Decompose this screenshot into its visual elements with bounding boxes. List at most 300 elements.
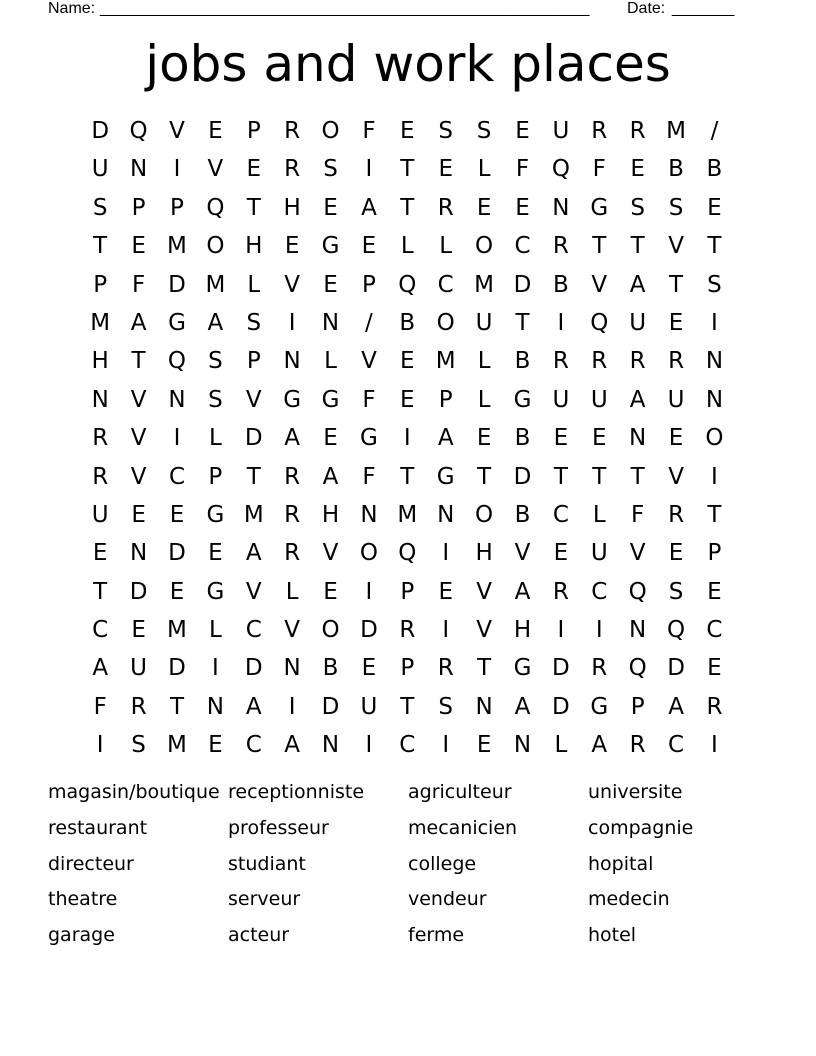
- grid-letter[interactable]: R: [629, 118, 646, 144]
- grid-letter[interactable]: E: [361, 655, 377, 682]
- grid-letter[interactable]: E: [515, 118, 530, 144]
- grid-letter[interactable]: N: [168, 386, 186, 413]
- grid-letter[interactable]: E: [630, 156, 645, 183]
- grid-letter[interactable]: S: [707, 271, 722, 298]
- grid-letter[interactable]: R: [92, 425, 109, 452]
- grid-letter[interactable]: R: [130, 693, 147, 720]
- grid-letter[interactable]: G: [206, 578, 225, 605]
- grid-letter[interactable]: T: [246, 194, 261, 221]
- grid-letter[interactable]: E: [131, 233, 146, 260]
- grid-letter[interactable]: T: [131, 348, 146, 375]
- grid-letter[interactable]: C: [706, 617, 723, 644]
- grid-letter[interactable]: E: [438, 578, 453, 605]
- grid-letter[interactable]: T: [246, 463, 261, 490]
- grid-letter[interactable]: U: [91, 156, 109, 183]
- grid-letter[interactable]: S: [630, 194, 645, 221]
- grid-letter[interactable]: E: [208, 540, 223, 567]
- grid-letter[interactable]: E: [323, 194, 338, 221]
- grid-letter[interactable]: Q: [167, 348, 187, 375]
- grid-letter[interactable]: I: [557, 309, 565, 336]
- grid-letter[interactable]: A: [591, 732, 608, 759]
- grid-letter[interactable]: S: [246, 309, 262, 336]
- grid-letter[interactable]: U: [91, 501, 109, 528]
- grid-letter[interactable]: M: [90, 309, 111, 336]
- grid-letter[interactable]: D: [168, 655, 186, 682]
- grid-letter[interactable]: T: [400, 194, 415, 221]
- grid-letter[interactable]: G: [513, 386, 532, 413]
- grid-letter[interactable]: G: [321, 233, 340, 260]
- grid-letter[interactable]: G: [283, 386, 302, 413]
- grid-letter[interactable]: T: [93, 233, 108, 260]
- grid-letter[interactable]: P: [131, 194, 146, 221]
- grid-letter[interactable]: F: [592, 156, 606, 183]
- grid-letter[interactable]: I: [711, 732, 718, 759]
- grid-letter[interactable]: H: [91, 348, 109, 375]
- grid-letter[interactable]: F: [362, 386, 376, 413]
- grid-letter[interactable]: R: [284, 540, 301, 567]
- grid-letter[interactable]: R: [399, 617, 416, 644]
- grid-letter[interactable]: U: [590, 386, 608, 413]
- word-list-item: receptionniste: [228, 781, 365, 803]
- grid-letter[interactable]: V: [284, 617, 301, 644]
- grid-letter[interactable]: E: [553, 425, 569, 452]
- grid-letter[interactable]: F: [93, 693, 107, 720]
- grid-row: [81, 189, 734, 227]
- grid-letter[interactable]: E: [323, 578, 338, 605]
- grid-letter[interactable]: P: [208, 463, 223, 490]
- grid-letter[interactable]: M: [666, 118, 686, 144]
- grid-letter[interactable]: E: [592, 425, 607, 452]
- grid-letter[interactable]: R: [591, 655, 608, 682]
- grid-letter[interactable]: V: [207, 156, 224, 183]
- grid-letter[interactable]: R: [629, 732, 646, 759]
- grid-letter[interactable]: D: [360, 617, 378, 644]
- grid-letter[interactable]: T: [400, 463, 415, 490]
- grid-letter[interactable]: D: [513, 271, 532, 298]
- grid-letter[interactable]: A: [207, 309, 224, 336]
- grid-letter[interactable]: A: [514, 578, 531, 605]
- grid-letter[interactable]: V: [476, 617, 492, 644]
- grid-letter[interactable]: Q: [628, 655, 647, 682]
- grid-letter[interactable]: O: [206, 233, 225, 260]
- grid-letter[interactable]: V: [169, 118, 185, 144]
- grid-letter[interactable]: P: [400, 655, 415, 682]
- grid-letter[interactable]: R: [437, 194, 454, 221]
- grid-letter[interactable]: T: [400, 693, 415, 720]
- grid-letter[interactable]: N: [91, 386, 109, 413]
- grid-letter[interactable]: C: [245, 617, 262, 644]
- grid-letter[interactable]: T: [592, 463, 607, 490]
- grid-letter[interactable]: B: [668, 156, 684, 183]
- grid-letter[interactable]: Q: [628, 578, 647, 605]
- grid-letter[interactable]: V: [130, 386, 147, 413]
- grid-letter[interactable]: U: [552, 386, 570, 413]
- grid-letter[interactable]: I: [442, 617, 450, 644]
- grid-letter[interactable]: B: [552, 271, 569, 298]
- grid-letter[interactable]: F: [631, 501, 645, 528]
- grid-letter[interactable]: E: [438, 156, 453, 183]
- grid-letter[interactable]: R: [591, 348, 608, 375]
- grid-letter[interactable]: I: [365, 578, 373, 605]
- grid-letter[interactable]: E: [668, 425, 684, 452]
- grid-letter[interactable]: E: [400, 118, 415, 144]
- grid-letter[interactable]: B: [514, 501, 531, 528]
- grid-letter[interactable]: N: [629, 617, 647, 644]
- grid-row: [81, 381, 734, 419]
- grid-letter[interactable]: R: [284, 501, 301, 528]
- grid-letter[interactable]: P: [438, 386, 453, 413]
- grid-letter[interactable]: C: [514, 233, 531, 260]
- grid-letter[interactable]: E: [131, 617, 146, 644]
- grid-letter[interactable]: F: [515, 156, 530, 183]
- grid-letter[interactable]: T: [515, 309, 530, 336]
- grid-letter[interactable]: N: [437, 501, 455, 528]
- grid-letter[interactable]: E: [208, 732, 223, 759]
- grid-letter[interactable]: A: [245, 693, 262, 720]
- grid-letter[interactable]: E: [515, 194, 530, 221]
- grid-letter[interactable]: F: [362, 118, 376, 144]
- grid-letter[interactable]: F: [362, 463, 376, 490]
- grid-letter[interactable]: H: [475, 540, 493, 567]
- grid-letter[interactable]: G: [206, 501, 225, 528]
- grid-letter[interactable]: C: [437, 271, 454, 298]
- grid-letter[interactable]: E: [707, 655, 722, 682]
- grid-letter[interactable]: M: [397, 501, 418, 528]
- grid-letter[interactable]: B: [706, 156, 723, 183]
- grid-letter[interactable]: I: [442, 732, 450, 759]
- grid-letter[interactable]: I: [711, 463, 718, 490]
- grid-letter[interactable]: I: [442, 540, 450, 567]
- grid-letter[interactable]: T: [707, 233, 722, 260]
- grid-letter[interactable]: G: [360, 425, 378, 452]
- grid-letter[interactable]: O: [705, 425, 724, 452]
- grid-letter[interactable]: S: [208, 348, 223, 375]
- grid-letter[interactable]: N: [705, 348, 724, 375]
- grid-letter[interactable]: H: [245, 233, 263, 260]
- grid-letter[interactable]: O: [321, 617, 340, 644]
- grid-letter[interactable]: P: [630, 693, 645, 720]
- grid-letter[interactable]: D: [667, 655, 685, 682]
- grid-letter[interactable]: U: [130, 655, 147, 682]
- grid-letter[interactable]: L: [477, 386, 491, 413]
- grid-letter[interactable]: S: [323, 156, 338, 183]
- word-list-item: ferme: [408, 924, 465, 947]
- grid-letter[interactable]: U: [475, 309, 493, 336]
- grid-letter[interactable]: C: [399, 732, 416, 759]
- grid-letter[interactable]: T: [400, 156, 415, 183]
- grid-letter[interactable]: O: [321, 118, 340, 144]
- grid-row: [81, 342, 734, 380]
- grid-letter[interactable]: A: [284, 425, 301, 452]
- grid-letter[interactable]: V: [130, 425, 147, 452]
- grid-letter[interactable]: I: [173, 156, 181, 183]
- grid-letter[interactable]: E: [169, 501, 185, 528]
- grid-letter[interactable]: I: [211, 655, 219, 682]
- grid-letter[interactable]: V: [361, 348, 377, 375]
- grid-letter[interactable]: H: [283, 194, 301, 221]
- grid-letter[interactable]: P: [93, 271, 108, 298]
- grid-letter[interactable]: D: [552, 693, 570, 720]
- grid-letter[interactable]: O: [475, 233, 494, 260]
- grid-letter[interactable]: A: [284, 732, 301, 759]
- grid-letter[interactable]: I: [595, 617, 603, 644]
- grid-letter[interactable]: G: [436, 463, 455, 490]
- grid-letter[interactable]: L: [477, 348, 491, 375]
- grid-letter[interactable]: V: [629, 540, 646, 567]
- grid-letter[interactable]: V: [245, 386, 262, 413]
- grid-letter[interactable]: B: [514, 348, 531, 375]
- grid-letter[interactable]: G: [168, 309, 186, 336]
- grid-letter[interactable]: P: [246, 348, 261, 375]
- grid-letter[interactable]: E: [707, 194, 722, 221]
- grid-letter[interactable]: E: [400, 386, 415, 413]
- grid-letter[interactable]: Q: [667, 617, 686, 644]
- grid-letter[interactable]: C: [668, 732, 685, 759]
- grid-letter[interactable]: I: [288, 693, 296, 720]
- grid-letter[interactable]: M: [435, 348, 456, 375]
- grid-letter[interactable]: D: [168, 540, 186, 567]
- grid-letter[interactable]: A: [437, 425, 454, 452]
- grid-letter[interactable]: V: [476, 578, 492, 605]
- grid-letter[interactable]: P: [246, 118, 261, 144]
- grid-letter[interactable]: /: [365, 309, 373, 336]
- grid-letter[interactable]: S: [668, 194, 684, 221]
- header: [48, 0, 748, 20]
- grid-letter[interactable]: Q: [398, 540, 417, 567]
- grid-letter[interactable]: E: [323, 425, 338, 452]
- grid-letter[interactable]: E: [668, 309, 684, 336]
- grid-letter[interactable]: G: [590, 194, 609, 221]
- grid-letter[interactable]: M: [167, 617, 187, 644]
- grid-letter[interactable]: N: [283, 655, 301, 682]
- grid-letter[interactable]: I: [403, 425, 411, 452]
- grid-letter[interactable]: T: [592, 233, 607, 260]
- grid-letter[interactable]: V: [668, 233, 684, 260]
- grid-letter[interactable]: L: [477, 156, 491, 183]
- grid-letter[interactable]: E: [208, 118, 223, 144]
- grid-letter[interactable]: E: [246, 156, 262, 183]
- grid-letter[interactable]: D: [321, 693, 340, 720]
- grid-letter[interactable]: G: [590, 693, 609, 720]
- grid-letter[interactable]: B: [514, 425, 531, 452]
- grid-letter[interactable]: O: [359, 540, 378, 567]
- grid-letter[interactable]: D: [129, 578, 148, 605]
- grid-letter[interactable]: N: [513, 732, 532, 759]
- grid-letter[interactable]: N: [129, 156, 148, 183]
- grid-letter[interactable]: A: [514, 693, 531, 720]
- grid-letter[interactable]: P: [400, 578, 415, 605]
- grid-letter[interactable]: N: [705, 386, 724, 413]
- grid-letter[interactable]: /: [710, 118, 719, 144]
- grid-letter[interactable]: U: [667, 386, 685, 413]
- grid-row: [81, 419, 734, 457]
- grid-letter[interactable]: R: [706, 693, 723, 720]
- grid-letter[interactable]: I: [365, 156, 373, 183]
- grid-letter[interactable]: T: [630, 233, 645, 260]
- grid-letter[interactable]: B: [399, 309, 416, 336]
- grid-letter[interactable]: R: [668, 348, 685, 375]
- grid-letter[interactable]: V: [668, 463, 684, 490]
- grid-letter[interactable]: D: [513, 463, 532, 490]
- grid-letter[interactable]: R: [284, 156, 301, 183]
- grid-letter[interactable]: N: [206, 693, 224, 720]
- grid-letter[interactable]: I: [557, 617, 565, 644]
- grid-letter[interactable]: D: [244, 655, 263, 682]
- grid-letter[interactable]: M: [205, 271, 226, 298]
- grid-letter[interactable]: U: [629, 309, 647, 336]
- grid-letter[interactable]: L: [554, 732, 568, 759]
- grid-letter[interactable]: G: [513, 655, 532, 682]
- grid-letter[interactable]: R: [668, 501, 685, 528]
- grid-letter[interactable]: V: [322, 540, 339, 567]
- grid-letter[interactable]: E: [284, 233, 300, 260]
- grid-letter[interactable]: T: [669, 271, 684, 298]
- grid-letter[interactable]: D: [552, 655, 570, 682]
- grid-letter[interactable]: L: [285, 578, 299, 605]
- grid-letter[interactable]: T: [477, 655, 492, 682]
- grid-letter[interactable]: H: [513, 617, 532, 644]
- grid-row: [81, 266, 734, 304]
- grid-letter[interactable]: P: [361, 271, 376, 298]
- grid-letter[interactable]: N: [552, 194, 570, 221]
- grid-letter[interactable]: R: [437, 655, 454, 682]
- grid-letter[interactable]: D: [168, 271, 186, 298]
- grid-letter[interactable]: C: [245, 732, 262, 759]
- grid-letter[interactable]: R: [92, 463, 109, 490]
- grid-letter[interactable]: I: [96, 732, 104, 759]
- grid-letter[interactable]: V: [514, 540, 531, 567]
- grid-letter[interactable]: S: [438, 693, 454, 720]
- grid-letter[interactable]: R: [591, 118, 608, 144]
- grid-letter[interactable]: L: [247, 271, 261, 298]
- grid-letter[interactable]: E: [476, 425, 492, 452]
- grid-letter[interactable]: N: [360, 501, 378, 528]
- grid-letter[interactable]: E: [476, 732, 492, 759]
- grid-letter[interactable]: A: [629, 386, 646, 413]
- grid-letter[interactable]: U: [552, 118, 570, 144]
- grid-letter[interactable]: T: [477, 463, 492, 490]
- grid-letter[interactable]: R: [284, 118, 301, 144]
- grid-letter[interactable]: N: [475, 693, 493, 720]
- page-title: jobs and work places: [145, 35, 671, 93]
- grid-letter[interactable]: T: [93, 578, 108, 605]
- grid-letter[interactable]: Q: [551, 156, 570, 183]
- grid-letter[interactable]: S: [476, 118, 492, 144]
- grid-letter[interactable]: E: [668, 540, 684, 567]
- grid-letter[interactable]: T: [707, 501, 722, 528]
- grid-letter[interactable]: E: [131, 501, 146, 528]
- grid-letter[interactable]: M: [474, 271, 495, 298]
- grid-letter[interactable]: F: [131, 271, 146, 298]
- grid-letter[interactable]: P: [170, 194, 184, 221]
- grid-letter[interactable]: E: [169, 578, 185, 605]
- grid-letter[interactable]: R: [552, 578, 569, 605]
- grid-letter[interactable]: Q: [206, 194, 225, 221]
- grid-letter[interactable]: R: [552, 348, 569, 375]
- grid-letter[interactable]: R: [629, 348, 646, 375]
- grid-letter[interactable]: B: [322, 655, 339, 682]
- grid-letter[interactable]: L: [400, 233, 414, 260]
- grid-letter[interactable]: D: [244, 425, 263, 452]
- grid-letter[interactable]: Q: [590, 309, 609, 336]
- grid-letter[interactable]: O: [436, 309, 455, 336]
- grid-letter[interactable]: L: [592, 501, 606, 528]
- grid-letter[interactable]: E: [553, 540, 569, 567]
- grid-letter[interactable]: Q: [398, 271, 417, 298]
- grid-letter[interactable]: E: [476, 194, 492, 221]
- grid-letter[interactable]: A: [130, 309, 147, 336]
- grid-letter[interactable]: D: [91, 118, 110, 144]
- grid-letter[interactable]: E: [707, 578, 722, 605]
- grid-letter[interactable]: C: [168, 463, 185, 490]
- grid-letter[interactable]: O: [475, 501, 494, 528]
- grid-letter[interactable]: S: [438, 118, 454, 144]
- grid-letter[interactable]: I: [711, 309, 718, 336]
- grid-letter[interactable]: H: [321, 501, 340, 528]
- grid-letter[interactable]: N: [129, 540, 148, 567]
- grid-letter[interactable]: R: [284, 463, 301, 490]
- grid-letter[interactable]: V: [591, 271, 608, 298]
- grid-letter[interactable]: I: [173, 425, 181, 452]
- grid-letter[interactable]: V: [245, 578, 262, 605]
- grid-letter[interactable]: C: [552, 501, 569, 528]
- grid-letter[interactable]: U: [360, 693, 378, 720]
- grid-letter[interactable]: G: [321, 386, 340, 413]
- grid-letter[interactable]: Q: [129, 118, 148, 144]
- grid-letter[interactable]: M: [167, 732, 187, 759]
- grid-letter[interactable]: P: [707, 540, 722, 567]
- grid-letter[interactable]: I: [288, 309, 296, 336]
- grid-letter[interactable]: L: [439, 233, 453, 260]
- grid-letter[interactable]: E: [400, 348, 415, 375]
- grid-letter[interactable]: I: [365, 732, 373, 759]
- grid-letter[interactable]: A: [322, 463, 339, 490]
- grid-letter[interactable]: R: [552, 233, 569, 260]
- grid-letter[interactable]: S: [208, 386, 223, 413]
- grid-letter[interactable]: E: [92, 540, 108, 567]
- grid-letter[interactable]: A: [629, 271, 646, 298]
- grid-letter[interactable]: C: [92, 617, 109, 644]
- grid-letter[interactable]: E: [323, 271, 338, 298]
- grid-letter[interactable]: N: [629, 425, 647, 452]
- grid-letter[interactable]: T: [169, 693, 184, 720]
- letter-grid: [81, 112, 734, 765]
- word-list-item: serveur: [228, 888, 301, 911]
- grid-letter[interactable]: A: [361, 194, 377, 221]
- grid-letter[interactable]: A: [668, 693, 684, 720]
- grid-letter[interactable]: M: [243, 501, 264, 528]
- grid-letter[interactable]: S: [131, 732, 146, 759]
- grid-letter[interactable]: S: [668, 578, 684, 605]
- grid-letter[interactable]: E: [361, 233, 377, 260]
- grid-letter[interactable]: T: [553, 463, 568, 490]
- grid-letter[interactable]: L: [324, 348, 337, 375]
- grid-letter[interactable]: C: [591, 578, 608, 605]
- grid-letter[interactable]: L: [208, 617, 222, 644]
- grid-letter[interactable]: N: [321, 309, 340, 336]
- grid-letter[interactable]: V: [130, 463, 147, 490]
- grid-letter[interactable]: A: [245, 540, 262, 567]
- grid-letter[interactable]: V: [284, 271, 301, 298]
- grid-letter[interactable]: N: [283, 348, 301, 375]
- grid-letter[interactable]: S: [92, 194, 108, 221]
- grid-letter[interactable]: L: [208, 425, 222, 452]
- grid-letter[interactable]: U: [590, 540, 608, 567]
- grid-letter[interactable]: A: [92, 655, 109, 682]
- grid-letter[interactable]: T: [630, 463, 645, 490]
- grid-letter[interactable]: M: [167, 233, 187, 260]
- grid-letter[interactable]: N: [321, 732, 340, 759]
